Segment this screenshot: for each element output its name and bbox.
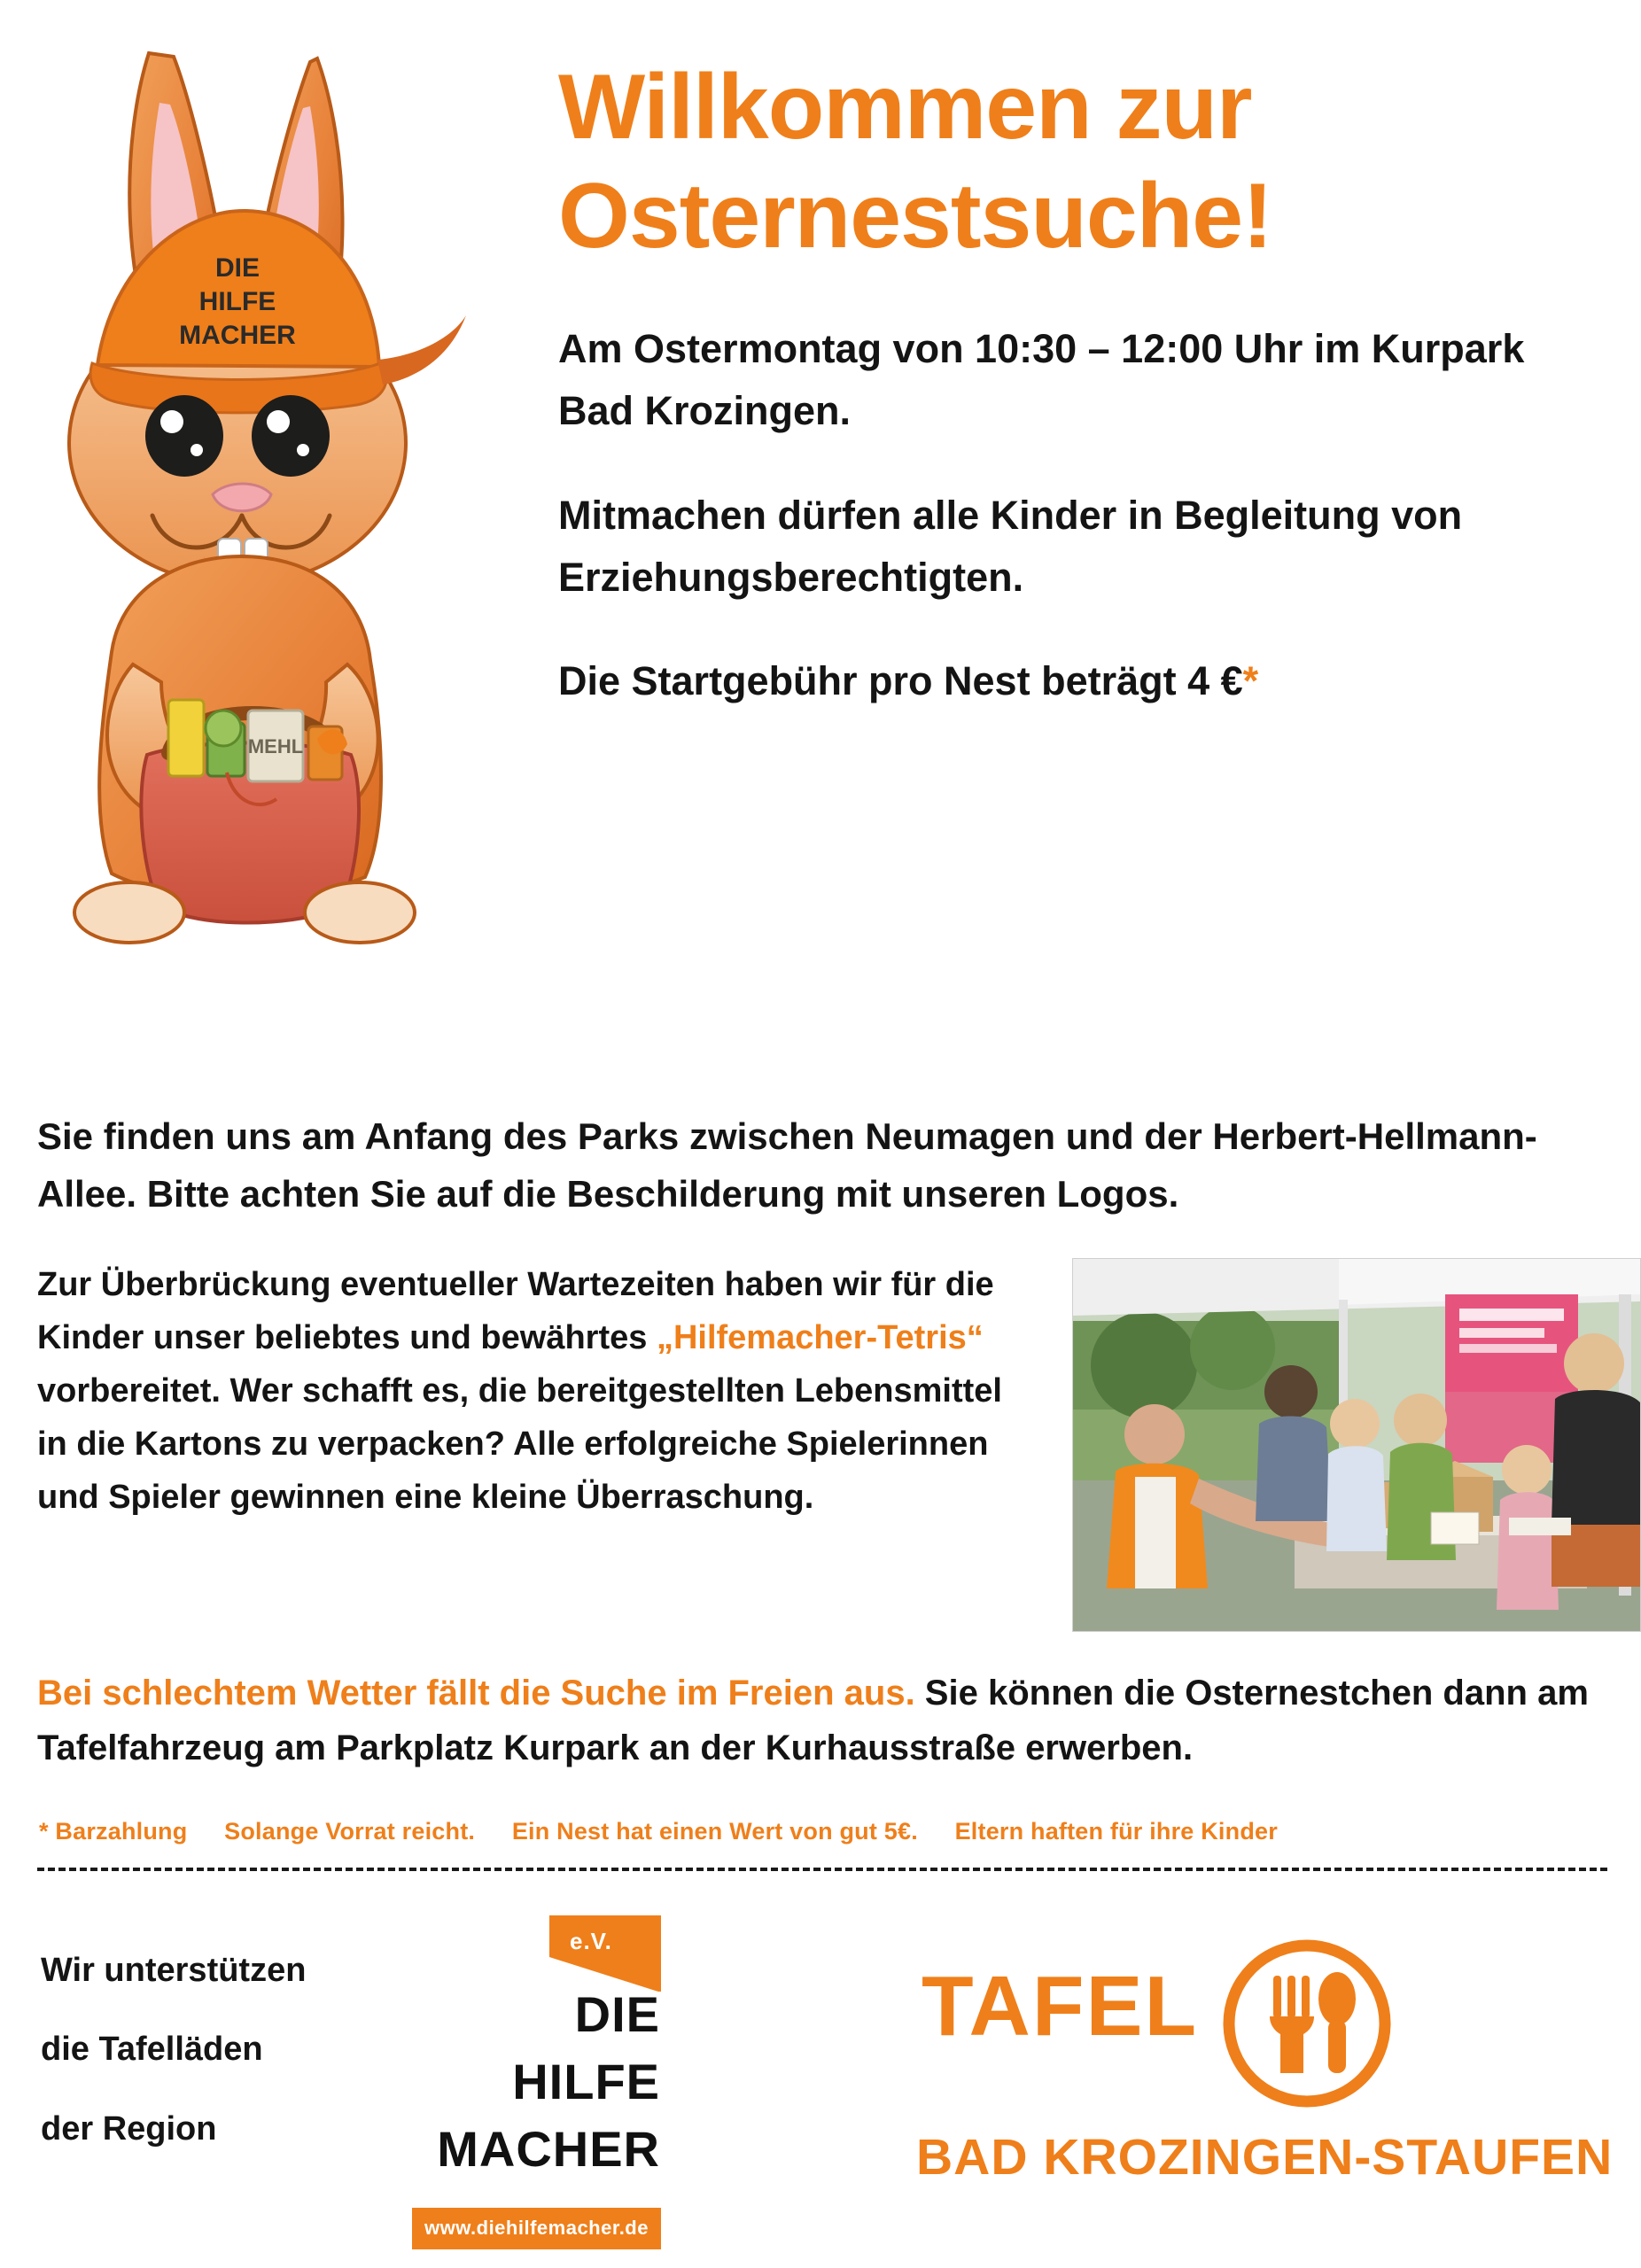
page-title-line2: Osternestsuche!	[558, 164, 1272, 268]
tetris-text-part2: vorbereitet. Wer schafft es, die bereitgestellten Lebensmittel in die Kartons zu verpacken? Alle erfolgreiche Spielerinnen und Spieler gewinnen eine kleine Überraschung.	[37, 1372, 1002, 1517]
hilfemacher-wordmark	[368, 1981, 660, 2183]
bunny-foot-left	[74, 882, 184, 943]
hilfemacher-line-1: DIE	[574, 1986, 660, 2042]
tafel-subtitle: BAD KROZINGEN-STAUFEN	[916, 2129, 1614, 2186]
support-line-2: die Tafelläden	[41, 2031, 263, 2069]
cap-text-line3: MACHER	[179, 321, 296, 350]
intro-paragraph-1: Am Ostermontag von 10:30 – 12:00 Uhr im Kurpark Bad Krozingen.	[558, 326, 1525, 434]
hilfemacher-ev-label: e.V.	[570, 1928, 612, 1954]
event-photo	[1072, 1258, 1641, 1632]
support-text	[41, 1931, 306, 2169]
tetris-highlight: „Hilfemacher-Tetris“	[656, 1319, 984, 1357]
footnote-2: Solange Vorrat reicht.	[224, 1818, 476, 1845]
bag-label: MEHL	[247, 735, 304, 757]
footnotes	[39, 1818, 1616, 1845]
page-title-line1: Willkommen zur	[558, 56, 1252, 159]
bad-weather-rest: Sie können die Osternestchen dann am Tafelfahrzeug am Parkplatz Kurpark an der Kurhausstraße erwerben.	[37, 1674, 1589, 1767]
footnote-1: * Barzahlung	[39, 1818, 188, 1845]
bad-weather-highlight: Bei schlechtem Wetter fällt die Suche im Freien aus.	[37, 1674, 915, 1713]
intro-block	[558, 318, 1604, 712]
tafel-wordmark: TAFEL	[922, 1959, 1199, 2054]
footnote-3: Ein Nest hat einen Wert von gut 5€.	[511, 1818, 918, 1845]
headline-column	[558, 53, 1604, 712]
divider-dashed	[37, 1868, 1607, 1875]
fee-asterisk: *	[1242, 658, 1259, 704]
tafel-plate-cutlery-icon	[1218, 1935, 1396, 2112]
find-us-text: Sie finden uns am Anfang des Parks zwischen Neumagen und der Herbert-Hellmann-Allee. Bitte achten Sie auf die Beschilderung mit unseren Logos.	[37, 1115, 1537, 1216]
poster-footer	[0, 1905, 1641, 2268]
hilfemacher-logo	[368, 1915, 660, 2261]
cap-text-line1: DIE	[214, 253, 261, 283]
bunny-foot-right	[305, 882, 415, 943]
easter-bunny-illustration	[35, 27, 567, 1054]
tafel-logo	[913, 1922, 1613, 2259]
cap-text-line2: HILFE	[198, 287, 276, 316]
hilfemacher-line-2: HILFE	[512, 2054, 660, 2110]
midsection	[37, 1258, 1606, 1524]
poster-header	[0, 0, 1641, 1099]
bad-weather-note	[37, 1666, 1614, 1775]
fee-paragraph	[558, 650, 1604, 712]
intro-paragraph-2: Mitmachen dürfen alle Kinder in Begleitung von Erziehungsberechtigten.	[558, 492, 1463, 600]
hilfemacher-line-3: MACHER	[437, 2121, 660, 2178]
tetris-text-part1: Zur Überbrückung eventueller Wartezeiten haben wir für die Kinder unser beliebtes und bewährtes	[37, 1266, 994, 1357]
support-line-3: der Region	[41, 2109, 217, 2148]
footnote-4: Eltern haften für ihre Kinder	[954, 1818, 1278, 1845]
hilfemacher-website-url[interactable]: www.diehilfemacher.de	[412, 2208, 661, 2249]
support-line-1: Wir unterstützen	[41, 1952, 307, 1989]
tetris-text	[37, 1258, 1012, 1524]
fee-text: Die Startgebühr pro Nest beträgt 4 €	[558, 658, 1243, 704]
